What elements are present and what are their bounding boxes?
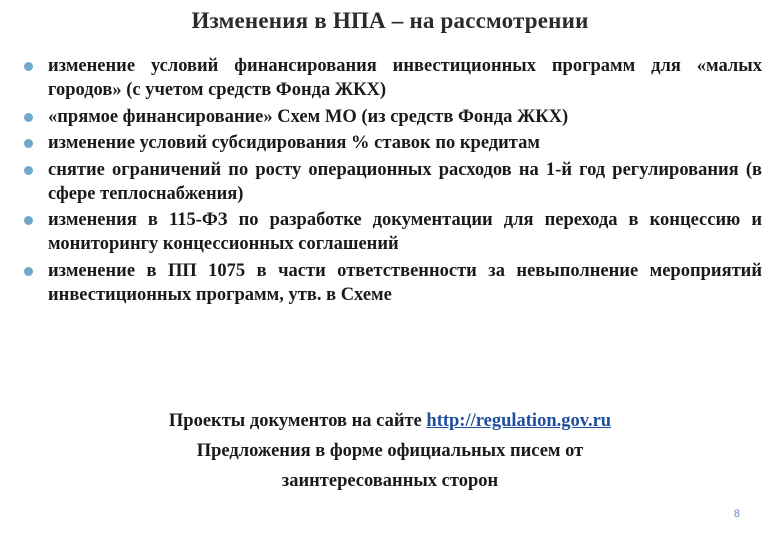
bullet-text: изменение условий финансирования инвестиционных программ для «малых городов» (с учетом средств Фонда ЖКХ) xyxy=(48,56,762,100)
bullet-text: изменение условий субсидирования % ставок по кредитам xyxy=(48,133,540,153)
bullet-dot-icon xyxy=(24,216,33,225)
bullet-item xyxy=(22,105,762,129)
footer-note xyxy=(0,406,780,496)
bullet-item xyxy=(22,131,762,155)
regulation-link[interactable]: http://regulation.gov.ru xyxy=(426,411,612,431)
bullet-text: изменение в ПП 1075 в части ответственности за невыполнение мероприятий инвестиционных программ, утв. в Схеме xyxy=(48,260,762,305)
bullet-item xyxy=(22,259,762,307)
footer-line-3: заинтересованных сторон xyxy=(281,471,499,491)
bullet-item xyxy=(22,54,762,102)
slide-title: Изменения в НПА – на рассмотрении xyxy=(191,8,589,33)
bullet-dot-icon xyxy=(24,113,33,122)
bullet-text: «прямое финансирование» Схем МО (из средств Фонда ЖКХ) xyxy=(48,106,569,127)
bullet-dot-icon xyxy=(24,62,33,71)
footer-line-1 xyxy=(0,406,780,436)
bullet-text: изменения в 115-ФЗ по разработке документации для перехода в концессию и мониторингу концессионных соглашений xyxy=(48,210,762,254)
bullet-text: снятие ограничений по росту операционных расходов на 1-й год регулирования (в сфере теплоснабжения) xyxy=(48,159,762,204)
footer-line-2: Предложения в форме официальных писем от xyxy=(196,441,584,461)
bullet-list xyxy=(22,54,762,309)
bullet-item xyxy=(22,158,762,206)
bullet-item xyxy=(22,208,762,256)
footer-prefix: Проекты документов на сайте xyxy=(168,411,427,431)
bullet-dot-icon xyxy=(24,166,33,175)
page-number: 8 xyxy=(733,508,740,520)
bullet-dot-icon xyxy=(24,139,33,148)
bullet-dot-icon xyxy=(24,267,33,276)
